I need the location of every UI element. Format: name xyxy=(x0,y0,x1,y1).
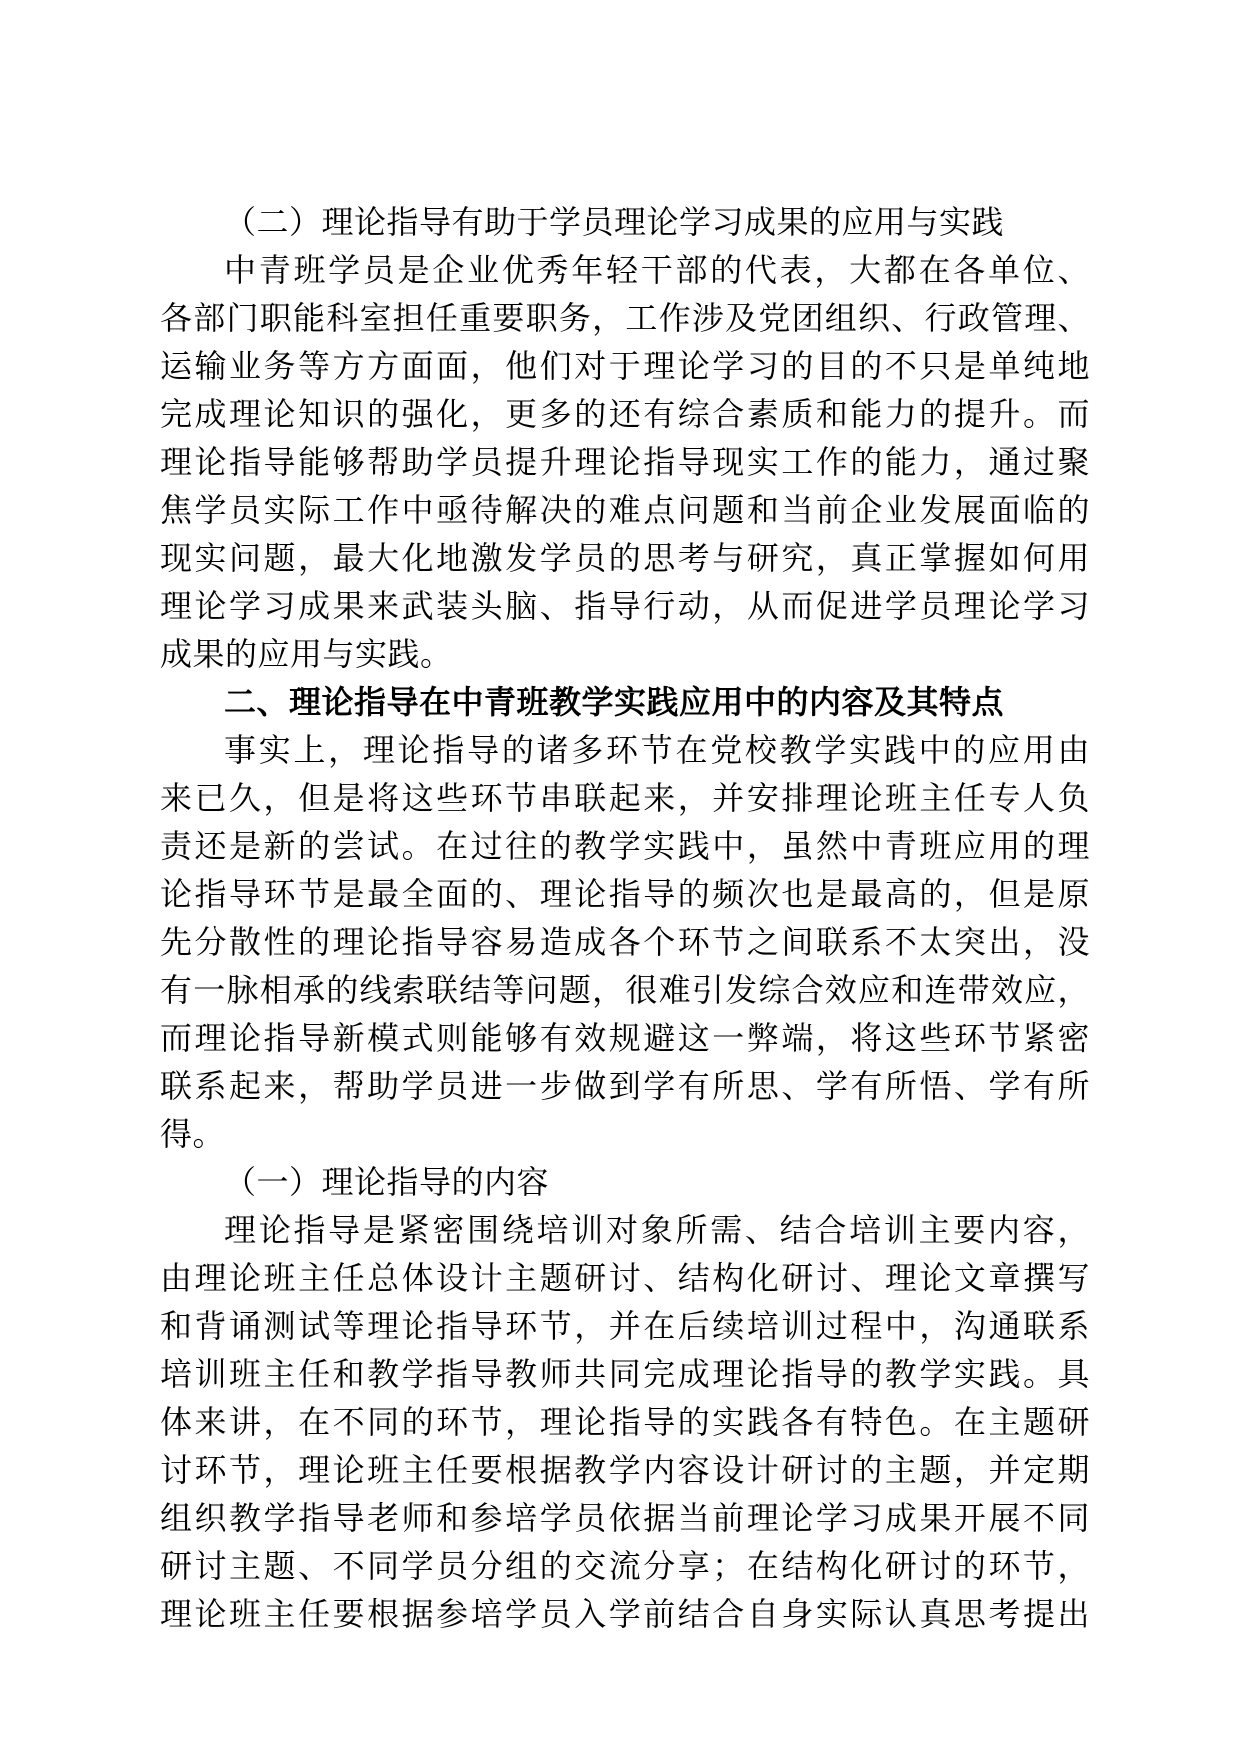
paragraph-2-line: 而理论指导新模式则能够有效规避这一弊端，将这些环节紧密 xyxy=(160,1019,1090,1057)
paragraph-3-line: 理论班主任要根据参培学员入学前结合自身实际认真思考提出 xyxy=(160,1595,1090,1633)
paragraph-3-line: 和背诵测试等理论指导环节，并在后续培训过程中，沟通联系 xyxy=(160,1307,1090,1345)
paragraph-2-line: 联系起来，帮助学员进一步做到学有所思、学有所悟、学有所 xyxy=(160,1067,1090,1105)
paragraph-3-line: 体来讲，在不同的环节，理论指导的实践各有特色。在主题研 xyxy=(160,1403,1090,1441)
paragraph-3-line: 讨环节，理论班主任要根据教学内容设计研讨的主题，并定期 xyxy=(160,1451,1090,1489)
paragraph-1-line: 各部门职能科室担任重要职务，工作涉及党团组织、行政管理、 xyxy=(160,299,1090,337)
paragraph-3-line: 培训班主任和教学指导教师共同完成理论指导的教学实践。具 xyxy=(160,1355,1090,1393)
section-2-title: 二、理论指导在中青班教学实践应用中的内容及其特点 xyxy=(224,683,1005,721)
paragraph-2-line: 论指导环节是最全面的、理论指导的频次也是最高的，但是原 xyxy=(160,875,1090,913)
paragraph-3-line: 由理论班主任总体设计主题研讨、结构化研讨、理论文章撰写 xyxy=(160,1259,1090,1297)
paragraph-1 xyxy=(160,246,1090,678)
paragraph-3 xyxy=(160,1206,1090,1638)
paragraph-2 xyxy=(160,726,1090,1158)
paragraph-2-line: 得。 xyxy=(160,1115,226,1153)
paragraph-3-line: 理论指导是紧密围绕培训对象所需、结合培训主要内容， xyxy=(224,1211,1090,1249)
paragraph-1-line: 中青班学员是企业优秀年轻干部的代表，大都在各单位、 xyxy=(224,251,1090,289)
sub-heading-1: （一）理论指导的内容 xyxy=(224,1163,550,1201)
paragraph-2-line: 来已久，但是将这些环节串联起来，并安排理论班主任专人负 xyxy=(160,779,1090,817)
paragraph-3-line: 研讨主题、不同学员分组的交流分享；在结构化研讨的环节， xyxy=(160,1547,1090,1585)
document-page xyxy=(160,198,1090,1638)
paragraph-2-line: 事实上，理论指导的诸多环节在党校教学实践中的应用由 xyxy=(224,731,1090,769)
paragraph-1-line: 理论指导能够帮助学员提升理论指导现实工作的能力，通过聚 xyxy=(160,443,1090,481)
paragraph-2-line: 先分散性的理论指导容易造成各个环节之间联系不太突出，没 xyxy=(160,923,1090,961)
paragraph-3-line: 组织教学指导老师和参培学员依据当前理论学习成果开展不同 xyxy=(160,1499,1090,1537)
paragraph-2-line: 责还是新的尝试。在过往的教学实践中，虽然中青班应用的理 xyxy=(160,827,1090,865)
paragraph-1-line: 现实问题，最大化地激发学员的思考与研究，真正掌握如何用 xyxy=(160,539,1090,577)
paragraph-1-line: 理论学习成果来武装头脑、指导行动，从而促进学员理论学习 xyxy=(160,587,1090,625)
paragraph-1-line: 成果的应用与实践。 xyxy=(160,635,453,673)
paragraph-2-line: 有一脉相承的线索联结等问题，很难引发综合效应和连带效应， xyxy=(160,971,1090,1009)
sub-heading-2: （二）理论指导有助于学员理论学习成果的应用与实践 xyxy=(224,203,1005,241)
paragraph-1-line: 运输业务等方方面面，他们对于理论学习的目的不只是单纯地 xyxy=(160,347,1090,385)
paragraph-1-line: 完成理论知识的强化，更多的还有综合素质和能力的提升。而 xyxy=(160,395,1090,433)
paragraph-1-line: 焦学员实际工作中亟待解决的难点问题和当前企业发展面临的 xyxy=(160,491,1090,529)
